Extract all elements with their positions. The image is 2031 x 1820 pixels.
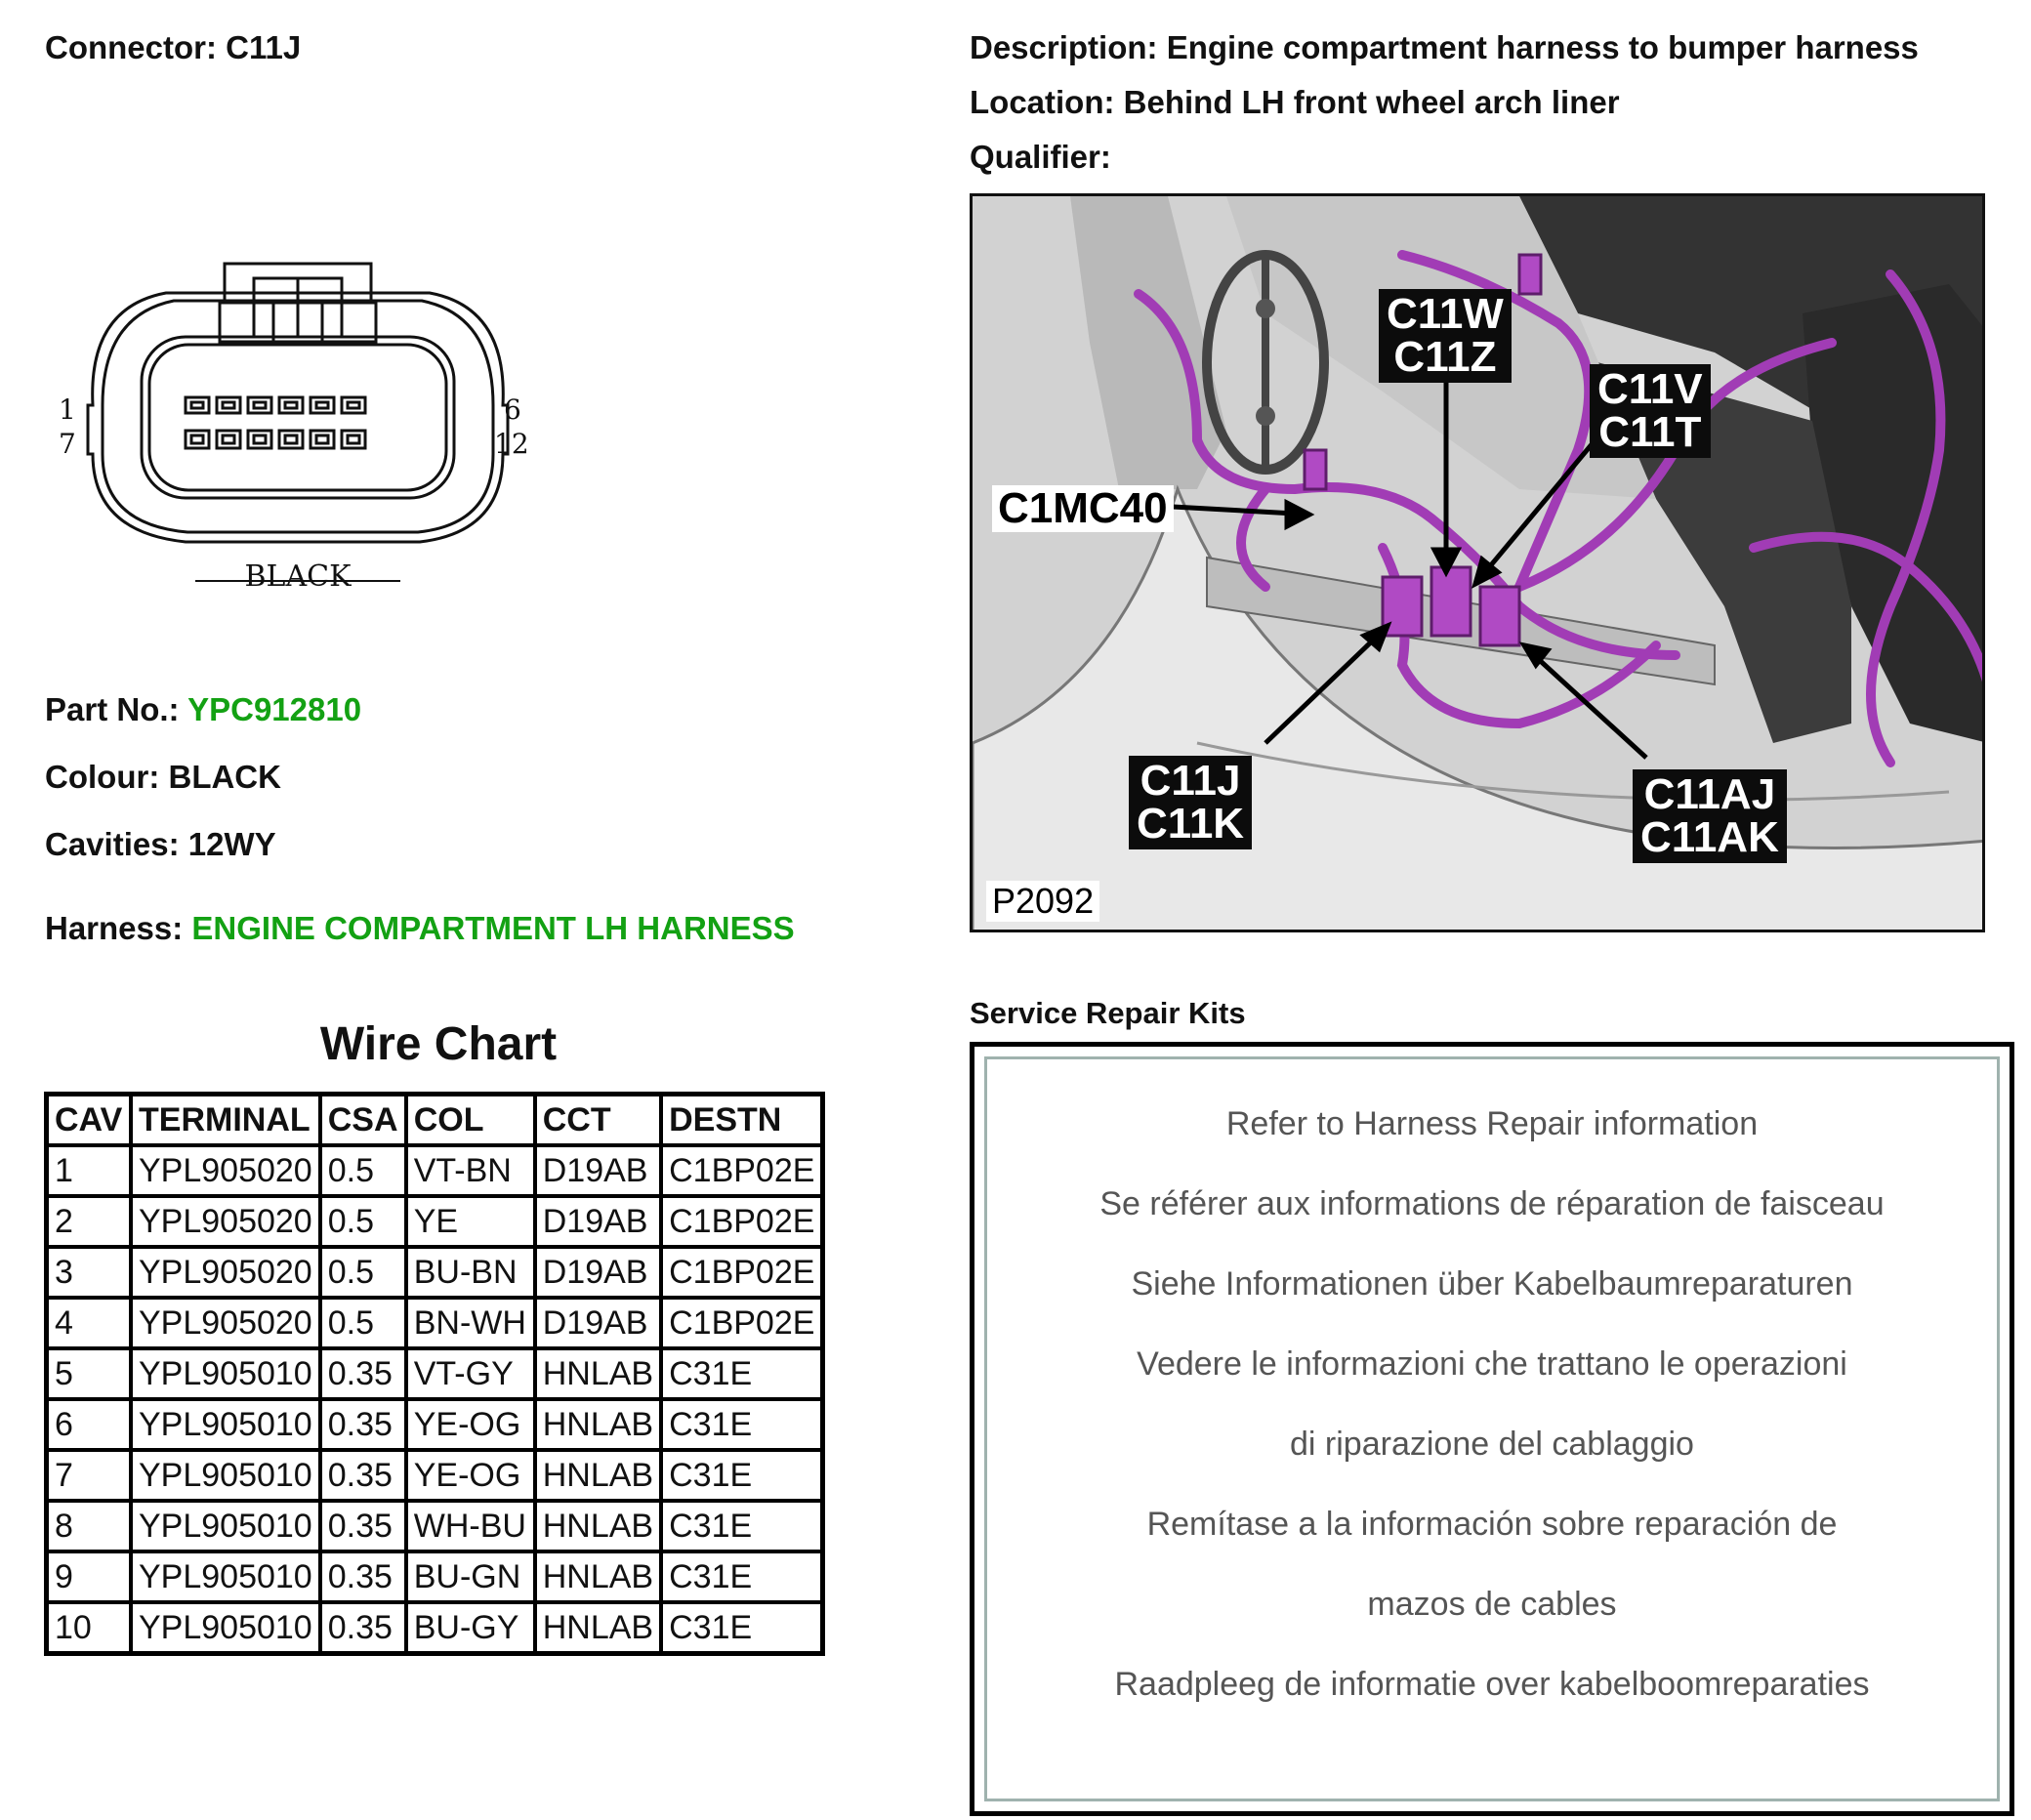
cell-cct: HNLAB <box>535 1399 661 1450</box>
cell-col: BU-GN <box>406 1551 535 1602</box>
cell-col: BN-WH <box>406 1298 535 1348</box>
header-cav: CAV <box>47 1095 132 1146</box>
cell-destn: C1BP02E <box>661 1247 823 1298</box>
colour-label: Colour: <box>45 759 160 795</box>
cell-cct: D19AB <box>535 1196 661 1247</box>
pin-label-7: 7 <box>59 428 76 460</box>
wire-chart-title: Wire Chart <box>319 1018 558 1070</box>
table-row <box>47 1602 823 1654</box>
cell-cct: HNLAB <box>535 1551 661 1602</box>
callout-c11aj-c11ak: C11AJ C11AK <box>1633 769 1787 863</box>
cavities-label: Cavities: <box>45 826 180 862</box>
cell-terminal: YPL905010 <box>131 1551 320 1602</box>
cell-cct: HNLAB <box>535 1602 661 1654</box>
cell-col: VT-BN <box>406 1145 535 1196</box>
header-terminal: TERMINAL <box>131 1095 320 1146</box>
cell-cav: 8 <box>47 1501 132 1551</box>
connector-label: Connector: <box>45 29 217 65</box>
cell-terminal: YPL905020 <box>131 1247 320 1298</box>
description-line <box>970 29 1919 66</box>
cell-csa: 0.5 <box>320 1298 406 1348</box>
cell-col: YE-OG <box>406 1399 535 1450</box>
kit-line-en: Refer to Harness Repair information <box>1225 1105 1759 1142</box>
qualifier-label: Qualifier: <box>970 139 1111 175</box>
wire-chart-table <box>44 1092 825 1656</box>
table-row <box>47 1450 823 1501</box>
header-csa: CSA <box>320 1095 406 1146</box>
cell-cct: D19AB <box>535 1145 661 1196</box>
cell-terminal: YPL905010 <box>131 1399 320 1450</box>
cell-terminal: YPL905010 <box>131 1501 320 1551</box>
cell-destn: C1BP02E <box>661 1145 823 1196</box>
cell-cav: 10 <box>47 1602 132 1654</box>
cell-destn: C31E <box>661 1348 823 1399</box>
connector-heading <box>45 29 301 66</box>
part-number-line <box>45 691 361 728</box>
pin-label-6: 6 <box>504 393 521 426</box>
cell-terminal: YPL905010 <box>131 1602 320 1654</box>
cell-csa: 0.35 <box>320 1551 406 1602</box>
cell-csa: 0.5 <box>320 1247 406 1298</box>
cell-csa: 0.5 <box>320 1145 406 1196</box>
harness-label: Harness: <box>45 910 184 946</box>
cavities-value: 12WY <box>187 826 276 862</box>
connector-face-diagram <box>49 249 557 610</box>
table-row <box>47 1247 823 1298</box>
kit-line-de: Siehe Informationen über Kabelbaumreparaturen <box>1131 1265 1853 1303</box>
table-row <box>47 1348 823 1399</box>
part-number-link[interactable]: YPC912810 <box>187 691 362 727</box>
table-row <box>47 1399 823 1450</box>
cell-csa: 0.5 <box>320 1196 406 1247</box>
colour-line <box>45 759 281 796</box>
cell-col: VT-GY <box>406 1348 535 1399</box>
cavities-line <box>45 826 276 863</box>
cell-destn: C31E <box>661 1551 823 1602</box>
photo-id-label: P2092 <box>986 881 1099 922</box>
header-col: COL <box>406 1095 535 1146</box>
location-line <box>970 84 1620 121</box>
cell-cct: D19AB <box>535 1247 661 1298</box>
cell-destn: C31E <box>661 1602 823 1654</box>
cell-cav: 7 <box>47 1450 132 1501</box>
cell-col: WH-BU <box>406 1501 535 1551</box>
location-label: Location: <box>970 84 1115 120</box>
cell-cav: 3 <box>47 1247 132 1298</box>
cell-col: YE-OG <box>406 1450 535 1501</box>
header-cct: CCT <box>535 1095 661 1146</box>
harness-link[interactable]: ENGINE COMPARTMENT LH HARNESS <box>191 910 795 946</box>
kit-line-fr: Se référer aux informations de réparation de faisceau <box>1099 1185 1885 1222</box>
cell-csa: 0.35 <box>320 1501 406 1551</box>
table-row <box>47 1501 823 1551</box>
cell-cct: D19AB <box>535 1298 661 1348</box>
connector-outline-icon <box>49 249 557 610</box>
cell-csa: 0.35 <box>320 1602 406 1654</box>
qualifier-line <box>970 139 1111 176</box>
location-value: Behind LH front wheel arch liner <box>1123 84 1620 120</box>
cell-cav: 5 <box>47 1348 132 1399</box>
cell-cct: HNLAB <box>535 1450 661 1501</box>
cell-terminal: YPL905010 <box>131 1348 320 1399</box>
description-label: Description: <box>970 29 1158 65</box>
table-row <box>47 1196 823 1247</box>
cell-csa: 0.35 <box>320 1399 406 1450</box>
cell-terminal: YPL905020 <box>131 1298 320 1348</box>
service-repair-kits-title: Service Repair Kits <box>970 996 1246 1030</box>
cell-destn: C31E <box>661 1450 823 1501</box>
callout-c11w-c11z: C11W C11Z <box>1379 289 1512 383</box>
colour-value: BLACK <box>168 759 281 795</box>
cell-terminal: YPL905020 <box>131 1196 320 1247</box>
kit-line-nl: Raadpleeg de informatie over kabelboomreparaties <box>1114 1666 1870 1703</box>
callout-c1mc40: C1MC40 <box>992 485 1174 532</box>
pin-label-1: 1 <box>59 393 76 426</box>
service-repair-kits-box <box>970 1042 2014 1816</box>
cell-col: BU-GY <box>406 1602 535 1654</box>
kit-line-it-1: Vedere le informazioni che trattano le operazioni <box>1137 1345 1847 1383</box>
part-number-label: Part No.: <box>45 691 180 727</box>
location-photo <box>970 193 1985 932</box>
cell-cav: 2 <box>47 1196 132 1247</box>
cell-cav: 6 <box>47 1399 132 1450</box>
callout-c11j-c11k: C11J C11K <box>1129 756 1252 849</box>
harness-line <box>45 910 795 947</box>
table-row <box>47 1145 823 1196</box>
cell-csa: 0.35 <box>320 1450 406 1501</box>
table-row <box>47 1298 823 1348</box>
cell-col: YE <box>406 1196 535 1247</box>
cell-cav: 4 <box>47 1298 132 1348</box>
callout-c11v-c11t: C11V C11T <box>1590 364 1711 458</box>
cell-destn: C1BP02E <box>661 1196 823 1247</box>
cell-destn: C31E <box>661 1501 823 1551</box>
connector-colour-caption: BLACK <box>244 559 352 594</box>
connector-value: C11J <box>226 29 302 65</box>
cell-terminal: YPL905020 <box>131 1145 320 1196</box>
cell-cav: 1 <box>47 1145 132 1196</box>
service-repair-kits-panel <box>984 1056 2000 1801</box>
cell-cct: HNLAB <box>535 1348 661 1399</box>
kit-line-it-2: di riparazione del cablaggio <box>1290 1426 1694 1463</box>
wire-chart-header-row <box>47 1095 823 1146</box>
cell-destn: C1BP02E <box>661 1298 823 1348</box>
kit-line-es-2: mazos de cables <box>1367 1586 1617 1623</box>
kit-line-es-1: Remítase a la información sobre reparación de <box>1146 1506 1838 1543</box>
cell-cav: 9 <box>47 1551 132 1602</box>
header-destn: DESTN <box>661 1095 823 1146</box>
cell-terminal: YPL905010 <box>131 1450 320 1501</box>
pin-label-12: 12 <box>494 428 529 460</box>
cell-destn: C31E <box>661 1399 823 1450</box>
cell-cct: HNLAB <box>535 1501 661 1551</box>
description-value: Engine compartment harness to bumper harness <box>1166 29 1919 65</box>
cell-col: BU-BN <box>406 1247 535 1298</box>
cell-csa: 0.35 <box>320 1348 406 1399</box>
table-row <box>47 1551 823 1602</box>
